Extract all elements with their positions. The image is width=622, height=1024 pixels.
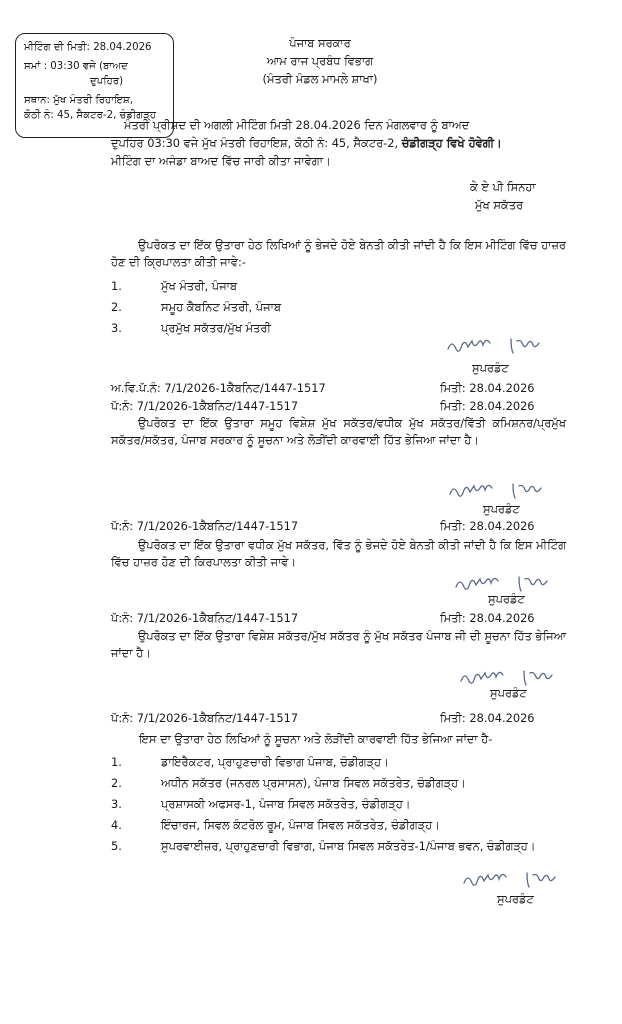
section6-list: [111, 755, 581, 854]
notice-line-3: ਮੀਟਿੰਗ ਦਾ ਅਜੰਡਾ ਬਾਅਦ ਵਿੱਚ ਜਾਰੀ ਕੀਤਾ ਜਾਵੇਗਾ।: [111, 154, 331, 168]
list-item: 4. ਇੰਚਾਰਜ, ਸਿਵਲ ਕੰਟਰੋਲ ਰੂਮ, ਪੰਜਾਬ ਸਿਵਲ ਸਕੱਤਰੇਤ, ਚੰਡੀਗੜ੍ਹ।: [111, 818, 440, 832]
department-name: ਆਮ ਰਾਜ ਪ੍ਰਬੰਧ ਵਿਭਾਗ: [266, 54, 374, 68]
reference-date: ਮਿਤੀ: 28.04.2026: [440, 611, 535, 625]
section6-paragraph: ਇਸ ਦਾ ਉਤਾਰਾ ਹੇਠ ਲਿਖਿਆਂ ਨੂੰ ਸੂਚਨਾ ਅਤੇ ਲੋੜੀਂਦੀ ਕਾਰਵਾਈ ਹਿੱਤ ਭੇਜਿਆ ਜਾਂਦਾ ਹੈ-: [139, 732, 493, 746]
reference-date: ਮਿਤੀ: 28.04.2026: [440, 519, 535, 533]
list-item: 2. ਅਧੀਨ ਸਕੱਤਰ (ਜਨਰਲ ਪ੍ਰਸਾਸਨ), ਪੰਜਾਬ ਸਿਵਲ ਸਕੱਤਰੇਤ, ਚੰਡੀਗੜ੍ਹ।: [111, 776, 466, 790]
superintendent-signature: [461, 867, 571, 893]
chief-secretary-title: ਮੁੱਖ ਸਕੱਤਰ: [475, 198, 524, 212]
meeting-venue: ਸਥਾਨ: ਮੁੱਖ ਮੰਤਰੀ ਰਿਹਾਇਸ਼,: [24, 94, 134, 106]
section1-list: [111, 279, 531, 336]
branch-name: (ਮੰਤਰੀ ਮੰਡਲ ਮਾਮਲੇ ਸ਼ਾਖਾ): [262, 72, 378, 86]
chief-secretary-name: ਕੇ ਏ ਪੀ ਸਿਨਹਾ: [470, 180, 536, 194]
superintendent-title: ਸੁਪਰਡੰਟ: [490, 686, 527, 700]
list-item: 5. ਸੁਪਰਵਾਈਜ਼ਰ, ਪ੍ਰਾਹੁਣਚਾਰੀ ਵਿਭਾਗ, ਪੰਜਾਬ ਸਿਵਲ ਸਕੱਤਰੇਤ-1/ਪੰਜਾਬ ਭਵਨ, ਚੰਡੀਗੜ੍ਹ।: [111, 839, 536, 853]
superintendent-title: ਸੁਪਰਡੰਟ: [472, 361, 509, 375]
superintendent-title: ਸੁਪਰਡੰਟ: [497, 892, 534, 906]
meeting-date: ਮੀਟਿੰਗ ਦੀ ਮਿਤੀ: 28.04.2026: [24, 42, 152, 53]
reference-number: ਪੱ:ਨੰ: 7/1/2026-1ਕੈਬਨਿਟ/1447-1517: [111, 519, 299, 533]
meeting-venue-cont: ਕੋਠੀ ਨੰ: 45, ਸੈਕਟਰ-2, ਚੰਡੀਗੜ੍ਹ: [24, 110, 157, 121]
notice-line-1: ਮੰਤਰੀ ਪ੍ਰੀਸ਼ਦ ਦੀ ਅਗਲੀ ਮੀਟਿੰਗ ਮਿਤੀ 28.04.2026 ਦਿਨ ਮੰਗਲਵਾਰ ਨੂੰ ਬਾਅਦ: [124, 118, 470, 132]
section3-paragraph: ਉਪਰੋਕਤ ਦਾ ਇੱਕ ਉਤਾਰਾ ਸਮੂਹ ਵਿਸ਼ੇਸ਼ ਮੁੱਖ ਸਕੱਤਰ/ਵਧੀਕ ਮੁੱਖ ਸਕੱਤਰ/ਵਿੱਤੀ ਕਮਿਸ਼ਨਰ/ਪ੍ਰਮੁੱਖ ਸਕੱਤਰ/ਸਕੱਤਰ, ਪੰਜਾਬ ਸਰਕਾਰ ਨੂੰ ਸੂਚਨਾ ਅਤੇ ਲੋੜੀਂਦੀ ਕਾਰਵਾਈ ਹਿੱਤ ਭੇਜਿਆ ਜਾਂਦਾ ਹੈ।: [111, 416, 566, 447]
notice-venue-bold: ਚੰਡੀਗੜ੍ਹ ਵਿਖੇ ਹੋਵੇਗੀ।: [401, 136, 502, 150]
list-item: 1. ਮੁੱਖ ਮੰਤਰੀ, ਪੰਜਾਬ: [111, 279, 238, 293]
reference-date: ਮਿਤੀ: 28.04.2026: [440, 381, 535, 395]
superintendent-title: ਸੁਪਰਡੰਟ: [488, 592, 525, 606]
section1-paragraph: ਉਪਰੋਕਤ ਦਾ ਇੱਕ ਉਤਾਰਾ ਹੇਠ ਲਿਖਿਆਂ ਨੂੰ ਭੇਜਦੇ ਹੋਏ ਬੇਨਤੀ ਕੀਤੀ ਜਾਂਦੀ ਹੈ ਕਿ ਇਸ ਮੀਟਿੰਗ ਵਿੱਚ ਹਾਜ਼ਰ ਹੋਣ ਦੀ ਕ੍ਰਿਪਾਲਤਾ ਕੀਤੀ ਜਾਵੇ:-: [111, 238, 566, 269]
superintendent-signature: [445, 333, 555, 359]
list-item: 3. ਪ੍ਰਸ਼ਾਸਕੀ ਅਫਸਰ-1, ਪੰਜਾਬ ਸਿਵਲ ਸਕੱਤਰੇਤ, ਚੰਡੀਗੜ੍ਹ।: [111, 797, 411, 811]
reference-number: ਪੱ:ਨੰ: 7/1/2026-1ਕੈਬਨਿਟ/1447-1517: [111, 711, 299, 725]
list-item: 1. ਡਾਇਰੈਕਟਰ, ਪ੍ਰਾਹੁਣਚਾਰੀ ਵਿਭਾਗ ਪੰਜਾਬ, ਚੰਡੀਗੜ੍ਹ।: [111, 755, 389, 769]
reference-date: ਮਿਤੀ: 28.04.2026: [440, 399, 535, 413]
reference-number: ਪੱ:ਨੰ: 7/1/2026-1ਕੈਬਨਿਟ/1447-1517: [111, 611, 299, 625]
reference-number: ਅ.ਵਿ.ਪੱ.ਨੰ: 7/1/2026-1ਕੈਬਨਿਟ/1447-1517: [111, 381, 326, 395]
superintendent-signature: [447, 478, 557, 504]
list-item: 2. ਸਮੂਹ ਕੈਬਨਿਟ ਮੰਤਰੀ, ਪੰਜਾਬ: [111, 300, 281, 314]
section5-paragraph: ਉਪਰੋਕਤ ਦਾ ਇੱਕ ਉਤਾਰਾ ਵਿਸ਼ੇਸ਼ ਸਕੱਤਰ/ਮੁੱਖ ਸਕੱਤਰ ਨੂੰ ਮੁੱਖ ਸਕੱਤਰ ਪੰਜਾਬ ਜੀ ਦੀ ਸੂਚਨਾ ਹਿੱਤ ਭੇਜਿਆ ਜਾਂਦਾ ਹੈ।: [111, 629, 566, 660]
superintendent-title: ਸੁਪਰਡੰਟ: [483, 502, 520, 516]
letterhead: [150, 36, 490, 87]
reference-date: ਮਿਤੀ: 28.04.2026: [440, 711, 535, 725]
notice-line-2: ਦੁਪਹਿਰ 03:30 ਵਜੇ ਮੁੱਖ ਮੰਤਰੀ ਰਿਹਾਇਸ਼, ਕੋਠੀ ਨੰ: 45, ਸੈਕਟਰ-2, ਚੰਡੀਗੜ੍ਹ ਵਿਖੇ ਹੋਵੇਗੀ।: [111, 136, 502, 150]
meeting-time: ਸਮਾਂ : 03:30 ਵਜੇ (ਬਾਅਦ: [24, 60, 128, 72]
meeting-time-cont: ਦੁਪਹਿਰ): [90, 76, 124, 87]
govt-name: ਪੰਜਾਬ ਸਰਕਾਰ: [289, 36, 351, 50]
section4-paragraph: ਉਪਰੋਕਤ ਦਾ ਇੱਕ ਉਤਾਰਾ ਵਧੀਕ ਮੁੱਖ ਸਕੱਤਰ, ਵਿੱਤ ਨੂੰ ਭੇਜਦੇ ਹੋਏ ਬੇਨਤੀ ਕੀਤੀ ਜਾਂਦੀ ਹੈ ਕਿ ਇਸ ਮੀਟਿੰਗ ਵਿੱਚ ਹਾਜ਼ਰ ਹੋਣ ਦੀ ਕਿਰਪਾਲਤਾ ਕੀਤੀ ਜਾਵੇ।: [111, 538, 566, 569]
list-item: 3. ਪ੍ਰਮੁੱਖ ਸਕੱਤਰ/ਮੁੱਖ ਮੰਤਰੀ: [111, 321, 271, 335]
reference-number: ਪੱ:ਨੰ: 7/1/2026-1ਕੈਬਨਿਟ/1447-1517: [111, 399, 299, 413]
